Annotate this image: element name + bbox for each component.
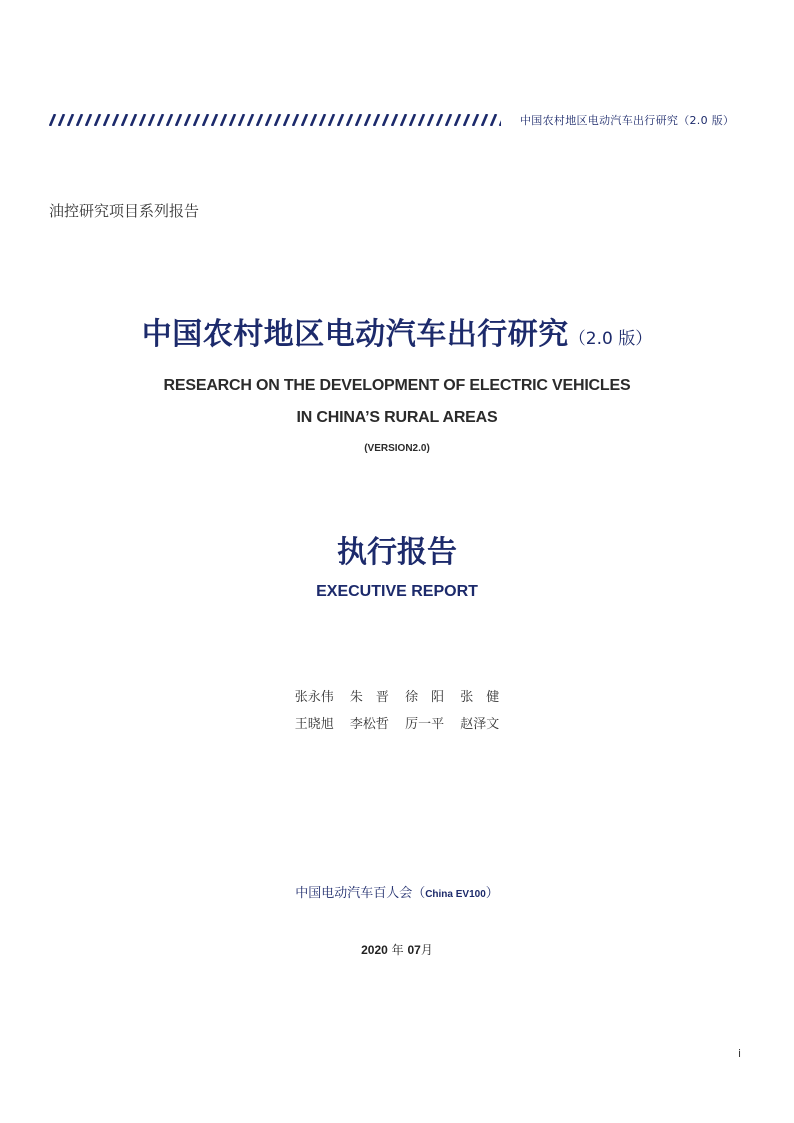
author-name: 王晓旭	[294, 717, 334, 732]
publication-date	[0, 941, 794, 958]
report-type-zh: 执行报告	[337, 535, 457, 570]
report-type-en: EXECUTIVE REPORT	[316, 583, 478, 600]
header-stripe-bar	[49, 114, 501, 126]
main-title-zh: 中国农村地区电动汽车出行研究	[141, 317, 569, 352]
author-name: 张 健	[460, 690, 500, 705]
english-title-line2: IN CHINA’S RURAL AREAS	[296, 409, 498, 426]
authors-row-2	[0, 713, 794, 732]
english-version: (VERSION2.0)	[364, 443, 430, 454]
author-name: 李松哲	[349, 717, 389, 732]
main-title-version: （2.0 版）	[568, 329, 653, 349]
date-month: 07	[407, 943, 421, 957]
author-name: 赵泽文	[460, 717, 500, 732]
authors-row-1	[0, 686, 794, 705]
date-month-suffix: 月	[420, 943, 433, 957]
author-name: 厉一平	[405, 717, 445, 732]
date-year-suffix: 年	[391, 943, 404, 957]
page-number: i	[738, 1047, 742, 1060]
date-year: 2020	[361, 943, 388, 957]
organization-zh: 中国电动汽车百人会（	[295, 886, 426, 901]
organization	[0, 882, 794, 901]
organization-en: China EV100	[425, 889, 486, 900]
main-title	[0, 309, 794, 353]
running-header-title: 中国农村地区电动汽车出行研究（2.0 版）	[520, 114, 735, 127]
author-name: 徐 阳	[405, 690, 445, 705]
english-title-line1: RESEARCH ON THE DEVELOPMENT OF ELECTRIC VEHICLES	[163, 377, 631, 394]
author-name: 张永伟	[294, 690, 334, 705]
organization-close: ）	[485, 886, 499, 901]
series-label: 油控研究项目系列报告	[49, 202, 200, 220]
author-name: 朱 晋	[349, 690, 389, 705]
